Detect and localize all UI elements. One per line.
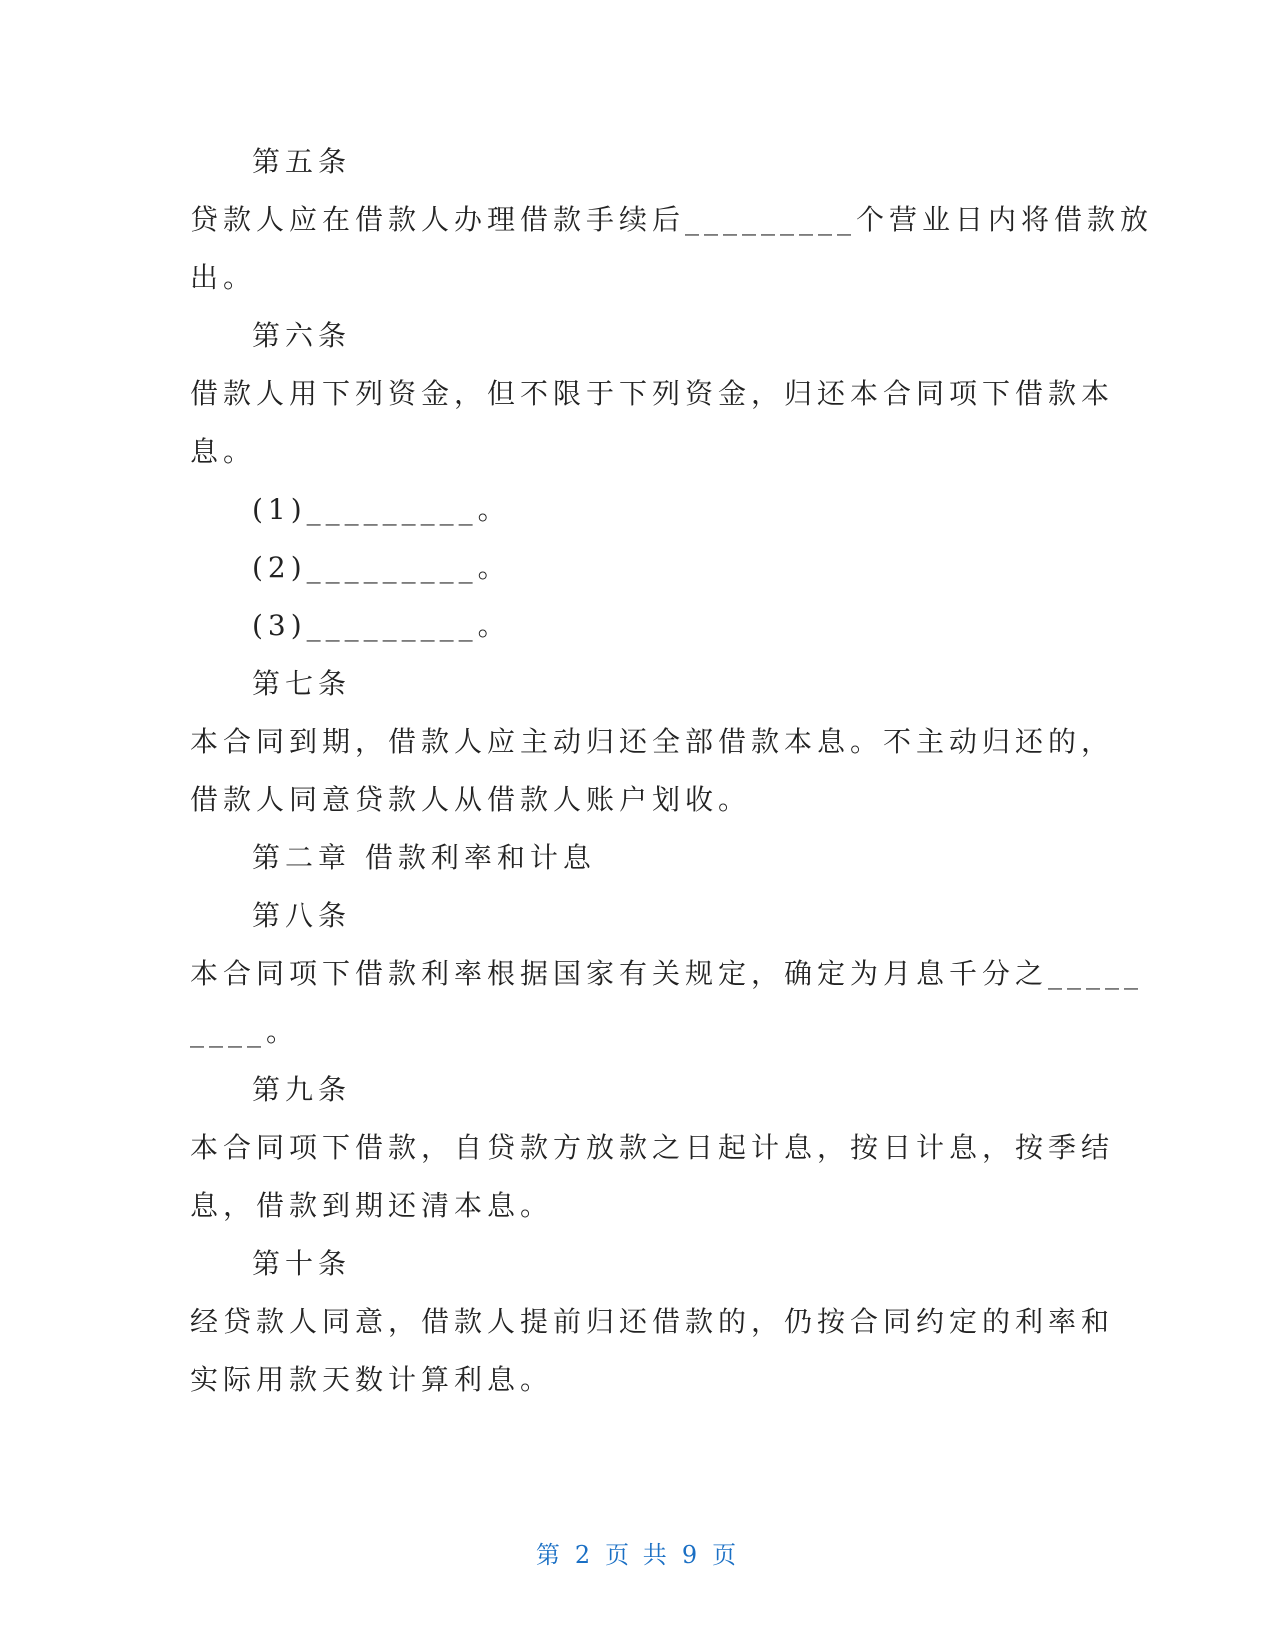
chapter-2-heading: 第二章 借款利率和计息 [252,841,596,874]
article-9-text-line-2: 息，借款到期还清本息。 [190,1189,554,1222]
article-6-text-line-1: 借款人用下列资金，但不限于下列资金，归还本合同项下借款本 [190,377,1115,410]
article-8-text-line-2: ____。 [190,1015,300,1048]
article-9-heading: 第九条 [252,1073,352,1106]
article-7-text-line-1: 本合同到期，借款人应主动归还全部借款本息。不主动归还的， [190,725,1115,758]
article-5-text-line-1: 贷款人应在借款人办理借款手续后_________个营业日内将借款放 [190,203,1154,236]
article-6-item-3: (3)_________。 [252,609,511,642]
article-8-heading: 第八条 [252,899,352,932]
footer-middle: 页 共 [605,1541,670,1569]
footer-prefix: 第 [535,1541,563,1569]
footer-total-pages: 9 [681,1541,701,1569]
article-5-text-line-2: 出。 [190,261,257,294]
article-6-item-1: (1)_________。 [252,493,511,526]
article-10-text-line-1: 经贷款人同意，借款人提前归还借款的，仍按合同约定的利率和 [190,1305,1115,1338]
article-9-text-line-1: 本合同项下借款，自贷款方放款之日起计息，按日计息，按季结 [190,1131,1115,1164]
footer-current-page: 2 [574,1541,594,1569]
article-8-text-line-1: 本合同项下借款利率根据国家有关规定，确定为月息千分之_____ [190,957,1144,990]
footer-suffix: 页 [712,1541,740,1569]
article-7-text-line-2: 借款人同意贷款人从借款人账户划收。 [190,783,752,816]
article-6-heading: 第六条 [252,319,352,352]
article-10-text-line-2: 实际用款天数计算利息。 [190,1363,554,1396]
article-6-text-line-2: 息。 [190,435,257,468]
article-6-item-2: (2)_________。 [252,551,511,584]
article-7-heading: 第七条 [252,667,352,700]
article-10-heading: 第十条 [252,1247,352,1280]
article-5-heading: 第五条 [252,145,352,178]
page-footer [0,1535,1275,1570]
